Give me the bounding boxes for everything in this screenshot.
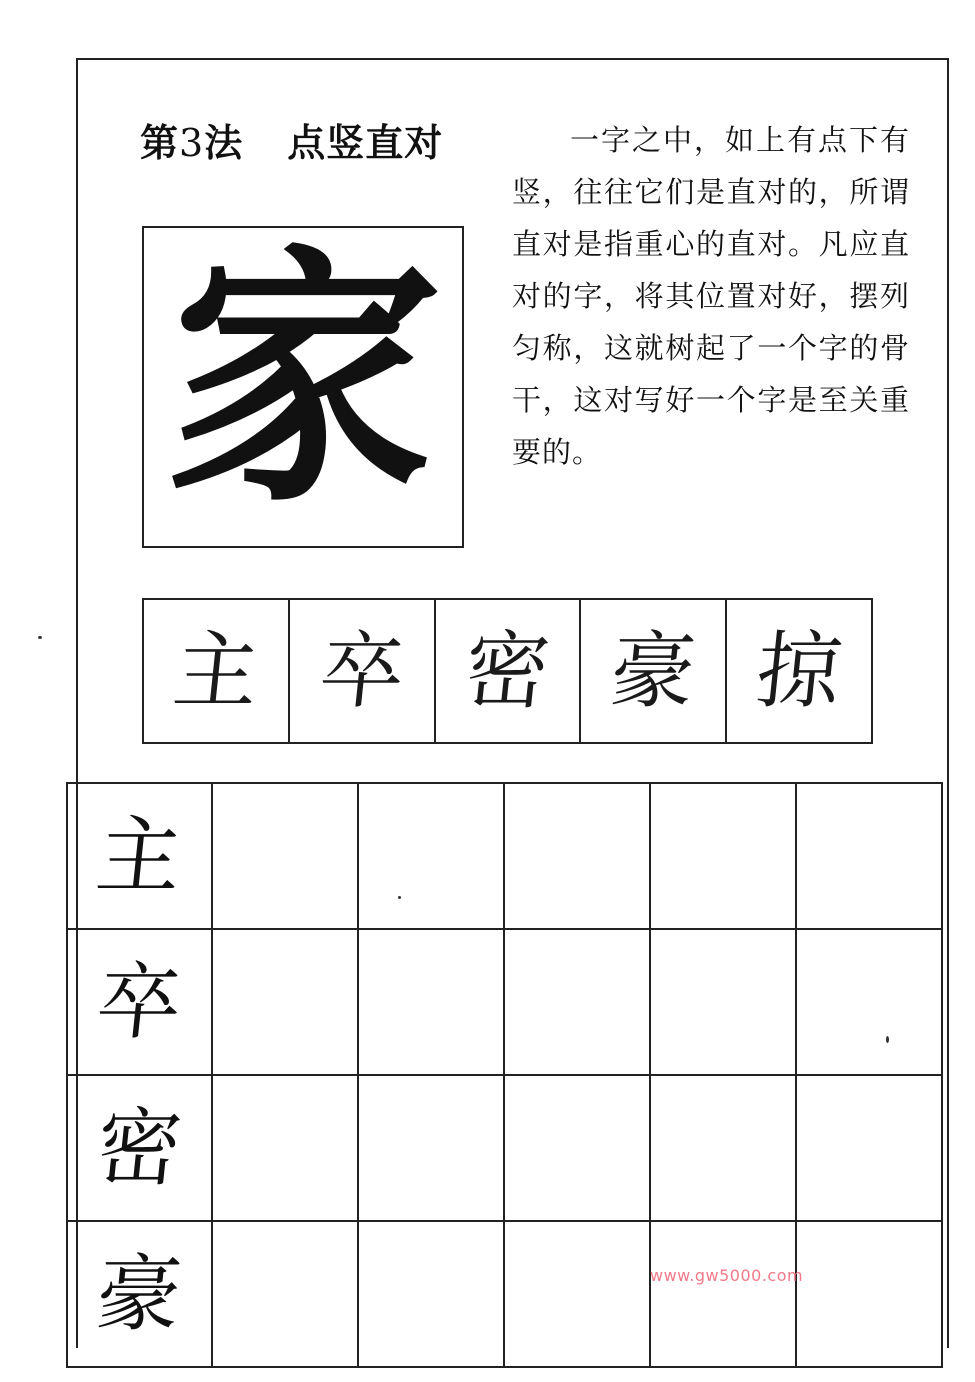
sample-cell [144,600,290,742]
lesson-method-label: 法 [204,121,244,165]
hero-character: 家 [157,223,450,538]
practice-model-character: 主 [92,807,187,905]
sample-character: 卒 [314,622,409,720]
hero-character-box [142,223,464,548]
practice-model-cell [66,1222,213,1368]
practice-blank-cell [797,1222,943,1368]
practice-model-character: 豪 [92,1245,187,1343]
practice-blank-cell [505,930,651,1076]
lesson-number-label: 第 [140,121,180,165]
scan-speck [38,636,42,639]
sample-character: 掠 [751,622,847,720]
practice-blank-cell [651,930,797,1076]
scan-speck [398,896,401,899]
practice-blank-cell [359,1222,505,1368]
lesson-name: 点竖直对 [287,121,444,165]
practice-blank-cell [505,784,651,930]
practice-blank-cell [213,1222,359,1368]
scan-speck [886,1036,889,1043]
practice-blank-cell [505,1222,651,1368]
sample-character: 豪 [606,622,701,720]
practice-blank-cell [651,1222,797,1368]
practice-blank-cell [213,930,359,1076]
practice-grid [66,782,943,1382]
practice-blank-cell [359,784,505,930]
practice-model-cell [66,930,213,1076]
practice-blank-cell [797,784,943,930]
practice-blank-cell [213,1076,359,1222]
practice-model-cell [66,784,213,930]
practice-blank-cell [651,784,797,930]
lesson-explanation: 一字之中，如上有点下有竖，往往它们是直对的，所谓直对是指重心的直对。凡应直对的字，将其位置对好，摆列匀称，这就树起了一个字的骨干，这对写好一个字是至关重要的。 [512,123,910,469]
practice-model-character: 密 [92,1099,187,1197]
practice-blank-cell [359,930,505,1076]
practice-blank-cell [505,1076,651,1222]
sample-character: 密 [460,622,555,720]
practice-blank-cell [651,1076,797,1222]
sample-cell [581,600,727,742]
practice-blank-cell [797,1076,943,1222]
lesson-title [140,112,443,167]
sample-character: 主 [168,622,264,720]
sample-cell [436,600,582,742]
watermark: www.gw5000.com [650,1266,804,1285]
sample-cell [727,600,871,742]
sample-cell [290,600,436,742]
practice-blank-cell [359,1076,505,1222]
sample-character-row [142,598,873,744]
practice-model-character: 卒 [92,953,187,1051]
lesson-number: 3 [179,121,205,165]
practice-model-cell [66,1076,213,1222]
practice-blank-cell [213,784,359,930]
practice-blank-cell [797,930,943,1076]
